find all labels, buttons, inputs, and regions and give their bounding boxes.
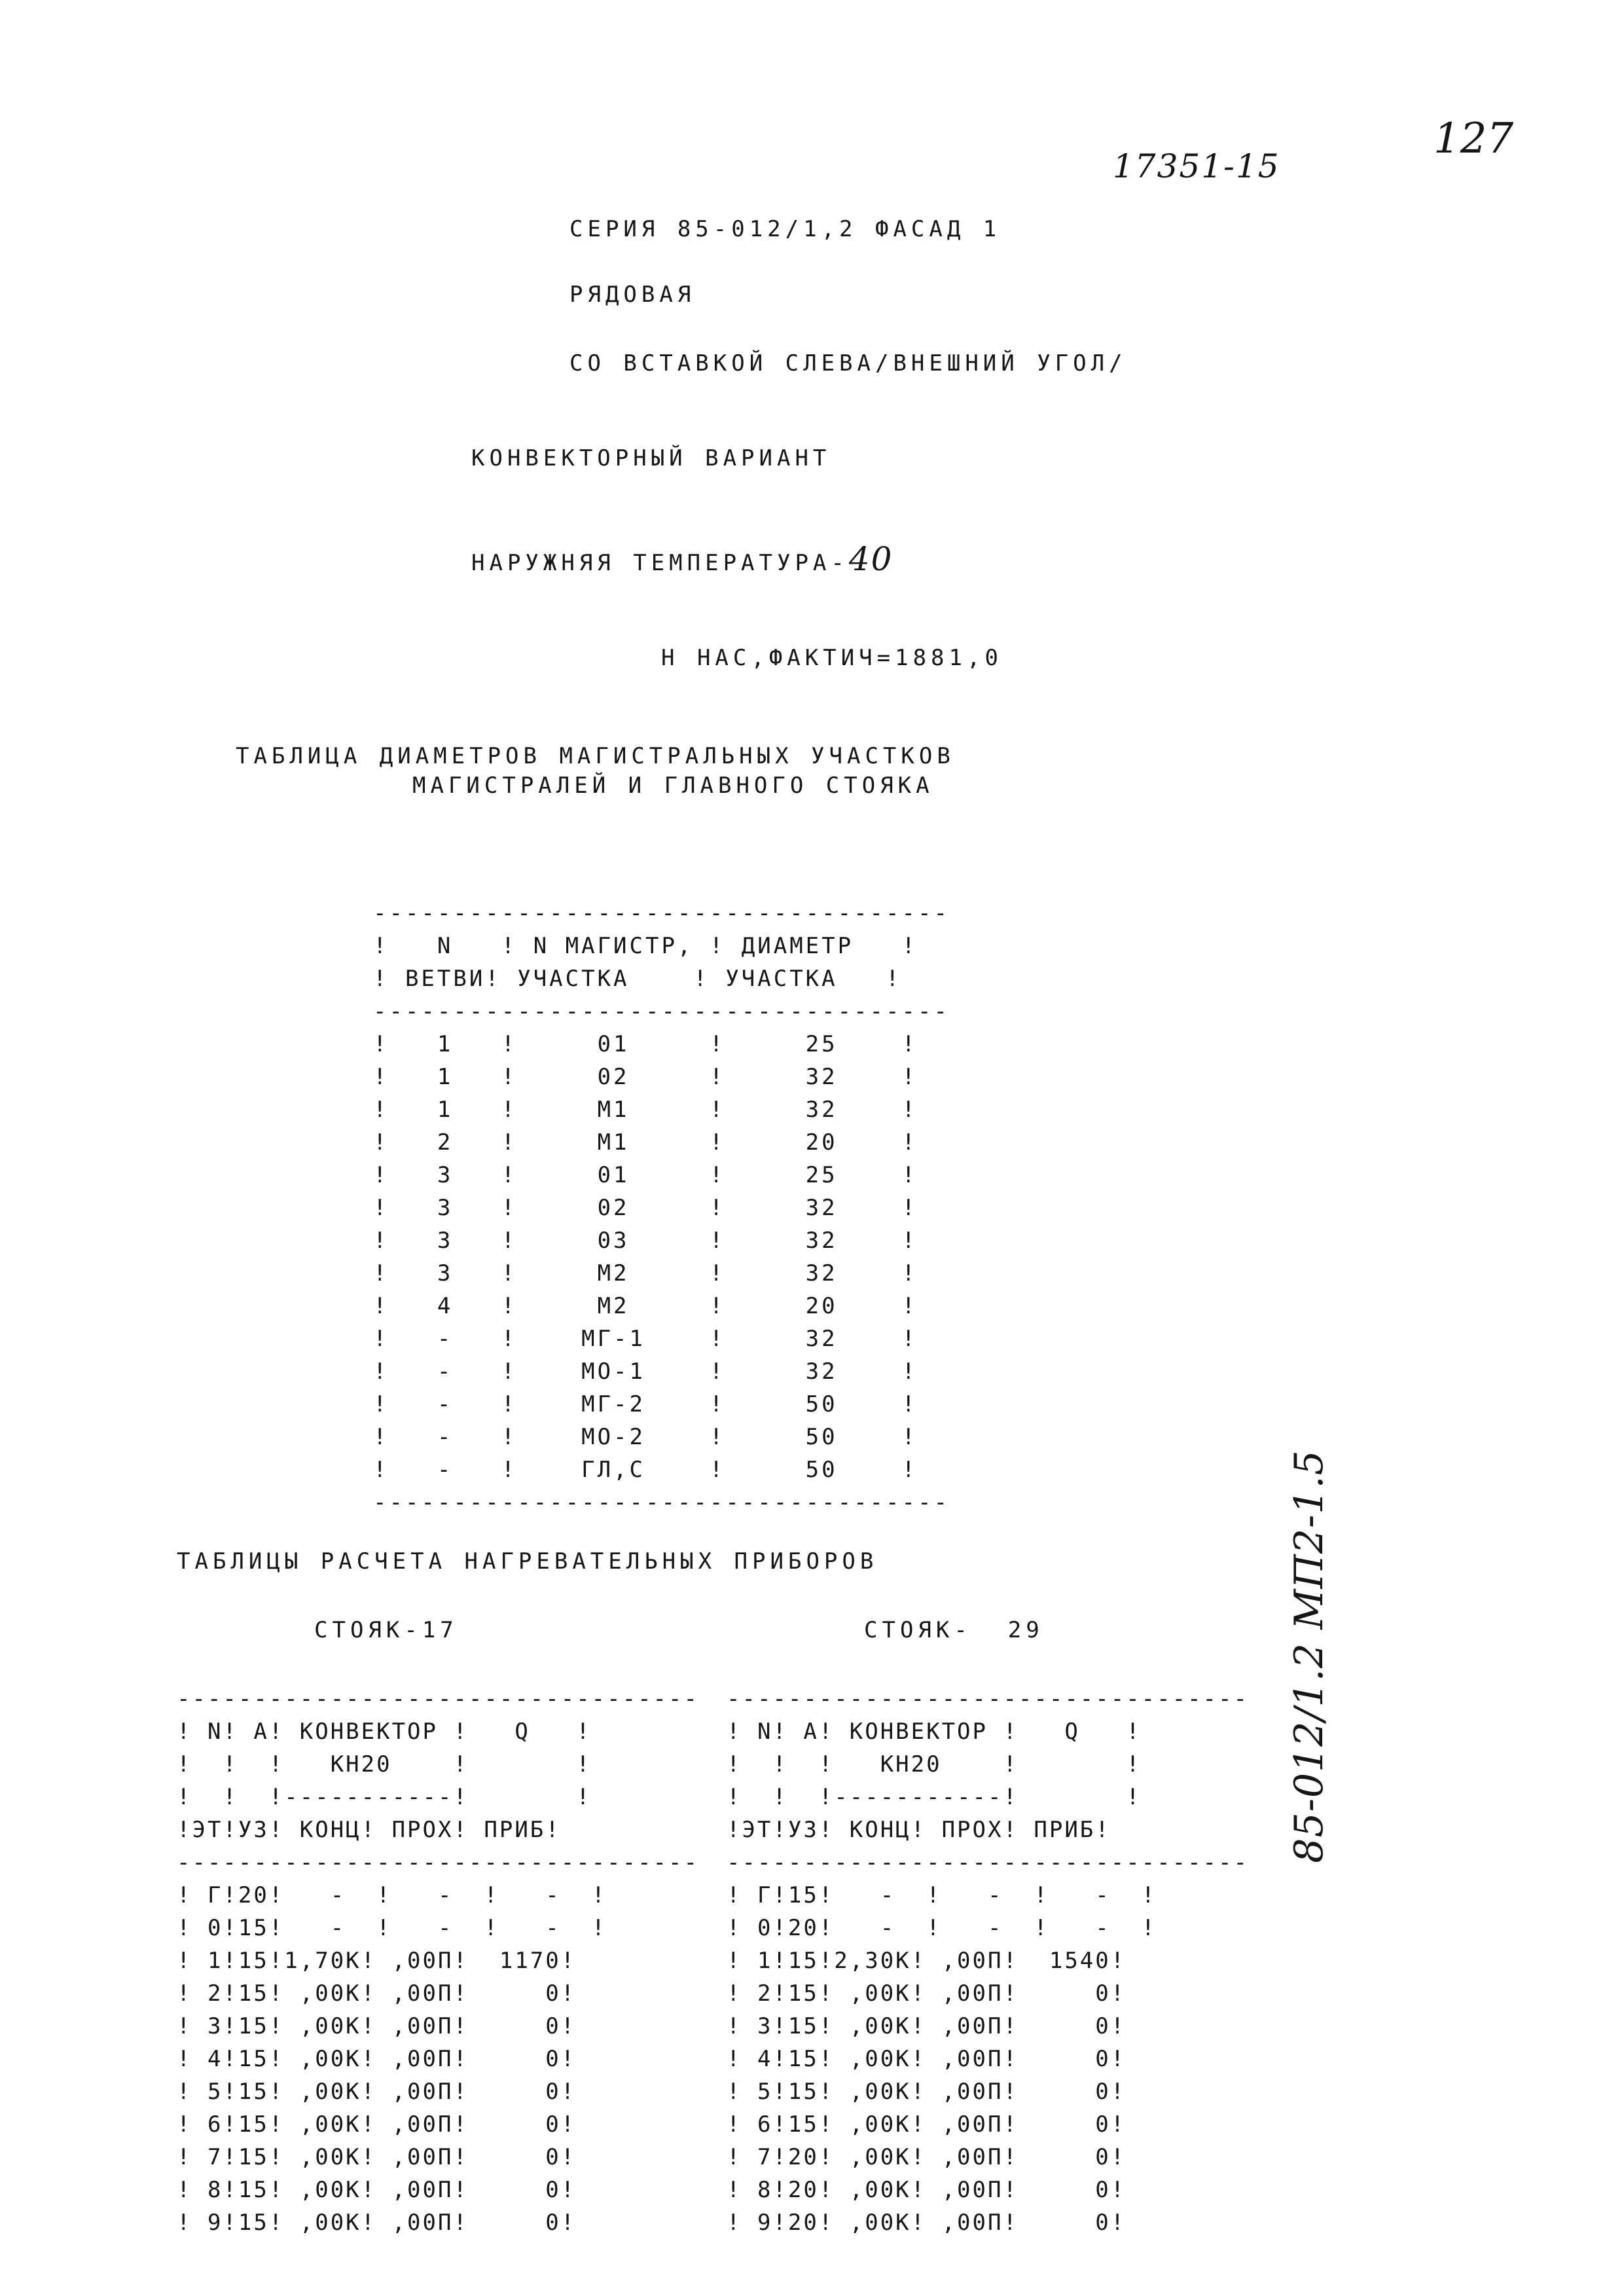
table-header-row: !ЭТ!УЗ! КОНЦ! ПРОХ! ПРИБ! xyxy=(727,1817,1111,1843)
series-line: СЕРИЯ 85-012/1,2 ФАСАД 1 xyxy=(569,216,1001,242)
type-line: РЯДОВАЯ xyxy=(569,282,696,308)
variant-line: КОНВЕКТОРНЫЙ ВАРИАНТ xyxy=(471,445,831,471)
table-border-mid: ------------------------------------ xyxy=(373,998,950,1025)
table-row: ! 8!20! ,00К! ,00П! 0! xyxy=(727,2177,1127,2203)
table-header-row: ! ВЕТВИ! УЧАСТКА ! УЧАСТКА ! xyxy=(373,966,902,992)
table-border: ---------------------------------- xyxy=(177,1686,699,1712)
table-row: ! 8!15! ,00К! ,00П! 0! xyxy=(177,2177,577,2203)
table-row: ! 6!15! ,00К! ,00П! 0! xyxy=(177,2111,577,2138)
table-border-top: ------------------------------------ xyxy=(373,900,950,926)
table-row: ! 1 ! 02 ! 32 ! xyxy=(373,1064,918,1090)
table-row: ! 9!15! ,00К! ,00П! 0! xyxy=(177,2210,577,2236)
table-row: ! 1!15!2,30К! ,00П! 1540! xyxy=(727,1948,1127,1974)
table-border: ---------------------------------- xyxy=(727,1850,1249,1876)
table-row: ! 9!20! ,00К! ,00П! 0! xyxy=(727,2210,1127,2236)
table-border-bottom: ------------------------------------ xyxy=(373,1489,950,1516)
table-header-row: ! ! !-----------! ! xyxy=(727,1784,1142,1810)
table-row: ! 5!15! ,00К! ,00П! 0! xyxy=(727,2079,1127,2105)
table-header-row: !ЭТ!УЗ! КОНЦ! ПРОХ! ПРИБ! xyxy=(177,1817,561,1843)
page-number: 127 xyxy=(1434,115,1514,163)
table-row: ! 4 ! М2 ! 20 ! xyxy=(373,1293,918,1319)
table-row: ! 4!15! ,00К! ,00П! 0! xyxy=(727,2046,1127,2072)
insert-line: СО ВСТАВКОЙ СЛЕВА/ВНЕШНИЙ УГОЛ/ xyxy=(569,350,1127,376)
heater-tables-title: ТАБЛИЦЫ РАСЧЕТА НАГРЕВАТЕЛЬНЫХ ПРИБОРОВ xyxy=(177,1548,878,1575)
table-border: ---------------------------------- xyxy=(177,1850,699,1876)
diam-table-title-2: МАГИСТРАЛЕЙ И ГЛАВНОГО СТОЯКА xyxy=(412,773,934,799)
table-row: ! 3 ! 02 ! 32 ! xyxy=(373,1195,918,1221)
table-border: ---------------------------------- xyxy=(727,1686,1249,1712)
riser-right-title: СТОЯК- 29 xyxy=(864,1617,1044,1643)
table-row: ! 5!15! ,00К! ,00П! 0! xyxy=(177,2079,577,2105)
table-row: ! 1 ! 01 ! 25 ! xyxy=(373,1031,918,1057)
table-row: ! 3 ! 01 ! 25 ! xyxy=(373,1162,918,1188)
table-row: ! 7!20! ,00К! ,00П! 0! xyxy=(727,2144,1127,2170)
table-row: ! 0!15! - ! - ! - ! xyxy=(177,1915,607,1941)
table-row: ! 3 ! М2 ! 32 ! xyxy=(373,1260,918,1286)
riser-left-table xyxy=(177,1650,699,2272)
table-row: ! 6!15! ,00К! ,00П! 0! xyxy=(727,2111,1127,2138)
table-row: ! 3!15! ,00К! ,00П! 0! xyxy=(177,2013,577,2039)
table-header-row: ! N ! N МАГИСТР, ! ДИАМЕТР ! xyxy=(373,933,918,959)
table-header-row: ! N! А! КОНВЕКТОР ! Q ! xyxy=(727,1719,1142,1745)
table-row: ! - ! МО-1 ! 32 ! xyxy=(373,1358,918,1385)
side-code: 85-012/1.2 МП2-1.5 xyxy=(1286,1449,1332,1863)
table-header-row: ! ! !-----------! ! xyxy=(177,1784,592,1810)
table-row: ! - ! МГ-2 ! 50 ! xyxy=(373,1391,918,1417)
table-header-row: ! ! ! КН20 ! ! xyxy=(727,1751,1142,1777)
table-row: ! 4!15! ,00К! ,00П! 0! xyxy=(177,2046,577,2072)
table-row: ! Г!20! - ! - ! - ! xyxy=(177,1882,607,1908)
table-row: ! 0!20! - ! - ! - ! xyxy=(727,1915,1157,1941)
table-row: ! - ! МО-2 ! 50 ! xyxy=(373,1424,918,1450)
table-row: ! 3 ! 03 ! 32 ! xyxy=(373,1228,918,1254)
table-header-row: ! N! А! КОНВЕКТОР ! Q ! xyxy=(177,1719,592,1745)
diam-table-title-1: ТАБЛИЦА ДИАМЕТРОВ МАГИСТРАЛЬНЫХ УЧАСТКОВ xyxy=(236,743,955,769)
table-row: ! 2 ! М1 ! 20 ! xyxy=(373,1129,918,1156)
table-row: ! 7!15! ,00К! ,00П! 0! xyxy=(177,2144,577,2170)
table-header-row: ! ! ! КН20 ! ! xyxy=(177,1751,592,1777)
table-row: ! - ! МГ-1 ! 32 ! xyxy=(373,1326,918,1352)
diameter-table xyxy=(373,864,950,1552)
temperature-value: 40 xyxy=(848,540,893,578)
temperature-label: НАРУЖНЯЯ ТЕМПЕРАТУРА- xyxy=(471,550,849,576)
table-row: ! 1!15!1,70К! ,00П! 1170! xyxy=(177,1948,577,1974)
table-row: ! 2!15! ,00К! ,00П! 0! xyxy=(727,1980,1127,2007)
document-number: 17351-15 xyxy=(1113,147,1280,185)
riser-left-title: СТОЯК-17 xyxy=(314,1617,458,1643)
table-row: ! Г!15! - ! - ! - ! xyxy=(727,1882,1157,1908)
table-row: ! - ! ГЛ,С ! 50 ! xyxy=(373,1457,918,1483)
pressure-line: Н НАС,ФАКТИЧ=1881,0 xyxy=(661,645,1003,671)
table-row: ! 3!15! ,00К! ,00П! 0! xyxy=(727,2013,1127,2039)
temperature-line xyxy=(471,540,893,578)
table-row: ! 2!15! ,00К! ,00П! 0! xyxy=(177,1980,577,2007)
riser-right-table xyxy=(727,1650,1249,2272)
table-row: ! 1 ! М1 ! 32 ! xyxy=(373,1097,918,1123)
